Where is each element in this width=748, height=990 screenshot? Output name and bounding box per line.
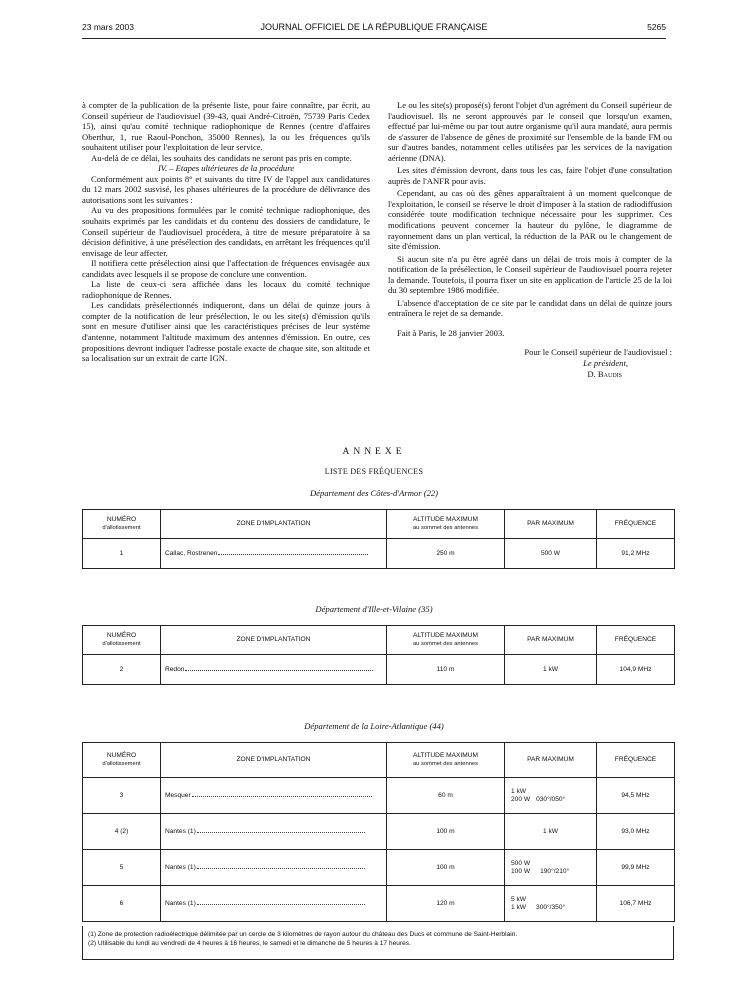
section-title: IV. – Etapes ultérieures de la procédure <box>157 163 295 174</box>
header-date: 23 mars 2003 <box>82 22 134 32</box>
cell-frequency: 99,9 MHz <box>597 850 675 886</box>
cell-num: 2 <box>83 655 161 685</box>
annexe-title: ANNEXE <box>342 447 406 457</box>
paragraph: Les candidats présélectionnés indiqueront, dans un délai de quinze jours à compter de la notification de leur présélection, le ou les site(s) d'émission qu'ils sont en mesure d'utiliser ainsi que les caractéristiques précises de leur système d'antenne, notamment l'altitude maximum des antennes d'émission. En outre, ces propositions devront indiquer l'adresse postale exacte de chaque site, son altitude et sa localisation sur un extrait de carte IGN. <box>82 300 370 364</box>
paragraph: L'absence d'acceptation de ce site par le candidat dans un délai de quinze jours entraînera le rejet de sa demande. <box>388 297 672 319</box>
cell-altitude: 110 m <box>387 655 505 685</box>
table-row <box>83 655 675 685</box>
table-row <box>83 850 675 886</box>
table-row <box>83 539 675 569</box>
header-frequency: FRÉQUENCE <box>597 626 675 655</box>
cell-zone: Nantes (1) <box>161 886 387 922</box>
cell-altitude: 250 m <box>387 539 505 569</box>
paragraph: Conformément aux points 8° et suivants du titre IV de l'appel aux candidatures du 12 mars 2002 susvisé, les phases ultérieures de la procédure de délivrance des autorisations sont les suivantes : <box>82 173 370 205</box>
page-header <box>82 22 666 36</box>
department-title: Département des Côtes-d'Armor (22) <box>309 488 439 498</box>
cell-par: 500 W <box>505 539 597 569</box>
cell-frequency: 94,5 MHz <box>597 778 675 814</box>
header-title: JOURNAL OFFICIEL DE LA RÉPUBLIQUE FRANÇAISE <box>260 22 488 32</box>
department-title: Département de la Loire-Atlantique (44) <box>304 721 444 731</box>
table-header-row <box>83 743 675 778</box>
cell-frequency: 104,9 MHz <box>597 655 675 685</box>
header-zone: ZONE D'IMPLANTATION <box>161 510 387 539</box>
header-zone: ZONE D'IMPLANTATION <box>161 626 387 655</box>
header-par: PAR MAXIMUM <box>505 510 597 539</box>
cell-altitude: 60 m <box>387 778 505 814</box>
annexe-subtitle: LISTE DES FRÉQUENCES <box>324 467 424 476</box>
table-row <box>83 886 675 922</box>
department-title: Département d'Ille-et-Vilaine (35) <box>315 604 433 614</box>
cell-par: 500 W 100 W 190°/210° <box>505 850 597 886</box>
cell-par: 1 kW <box>505 655 597 685</box>
cell-num: 5 <box>83 850 161 886</box>
cell-altitude: 120 m <box>387 886 505 922</box>
cell-zone: Nantes (1) <box>161 814 387 850</box>
cell-par: 5 kW 1 kW 300°/350° <box>505 886 597 922</box>
header-frequency: FRÉQUENCE <box>597 510 675 539</box>
cell-num: 6 <box>83 886 161 922</box>
cell-num: 1 <box>83 539 161 569</box>
header-altitude: ALTITUDE MAXIMUM au sommet des antennes <box>387 626 505 655</box>
cell-zone: Redon <box>161 655 387 685</box>
cell-altitude: 100 m <box>387 850 505 886</box>
paragraph: Si aucun site n'a pu être agréé dans un délai de trois mois à compter de la notification de la présélection, le Conseil supérieur de l'audiovisuel pourra rejeter la demande. Toutefois, il pourra fixer un site en application de l'article 25 de la loi du 30 septembre 1986 modifiée. <box>388 253 672 296</box>
cell-par: 1 kW <box>505 814 597 850</box>
cell-frequency: 106,7 MHz <box>597 886 675 922</box>
paragraph: La liste de ceux-ci sera affichée dans les locaux du comité technique radiophonique de Rennes. <box>82 279 370 300</box>
paragraph: Au-delà de ce délai, les souhaits des candidats ne seront pas pris en compte. <box>91 152 352 163</box>
signature-name: D. Baudis <box>587 368 622 379</box>
header-page-number: 5265 <box>647 22 666 32</box>
cell-altitude: 100 m <box>387 814 505 850</box>
header-num: NUMÉRO d'allotissement <box>83 510 161 539</box>
header-altitude: ALTITUDE MAXIMUM au sommet des antennes <box>387 743 505 778</box>
cell-zone: Callac, Rostrenen <box>161 539 387 569</box>
cell-frequency: 91,2 MHz <box>597 539 675 569</box>
paragraph: Le ou les site(s) proposé(s) feront l'objet d'un agrément du Conseil supérieur de l'audiovisuel. Ils ne seront approuvés par le conseil que lorsqu'un examen, effectué par lui-même ou par tout autre organisme qu'il aura mandaté, aura permis de s'assurer de l'absence de gênes de proximité sur l'ensemble de la bande FM ou sur d'autres bandes, notamment celles utilisées par les services de la navigation aérienne (DNA). <box>388 100 672 163</box>
header-num: NUMÉRO d'allotissement <box>83 626 161 655</box>
header-par: PAR MAXIMUM <box>505 743 597 778</box>
frequency-table <box>82 509 675 569</box>
cell-zone: Nantes (1) <box>161 850 387 886</box>
paragraph: Cependant, au cas où des gênes apparaîtraient à un moment quelconque de l'exploitation, le conseil se réserve le droit d'imposer à la station de radiodiffusion considérée toute modification technique nécessaire pour les supprimer. Ces modifications peuvent concerner la hauteur du pylône, le diagramme de rayonnement dans un plan vertical, la réduction de la PAR ou le changement de site d'émission. <box>388 188 672 252</box>
cell-par: 1 kW 200 W 030°/050° <box>505 778 597 814</box>
cell-num: 4 (2) <box>83 814 161 850</box>
footnote: (2) Utilisable du lundi au vendredi de 4 heures à 16 heures, le samedi et le dimanche de 5 heures à 17 heures. <box>88 940 411 947</box>
frequency-table <box>82 742 675 922</box>
cell-num: 3 <box>83 778 161 814</box>
paragraph: Il notifiera cette présélection ainsi que l'affectation de fréquences envisagée aux candidats avec lesquels il se propose de conclure une convention. <box>82 258 370 279</box>
signature-date: Fait à Paris, le 28 janvier 2003. <box>397 327 505 338</box>
left-column <box>82 100 370 364</box>
paragraph: à compter de la publication de la présente liste, pour faire connaître, par écrit, au Conseil supérieur de l'audiovisuel (39-43, quai André-Citroën, 75739 Paris Cedex 15), ainsi qu'au comité technique radiophonique de Rennes (centre d'affaires Oberthur, 1, rue Raoul-Ponchon, 35000 Rennes), la ou les fréquences qu'ils souhaitent utiliser pour l'exploitation de leur service. <box>82 100 370 153</box>
footnote: (1) Zone de protection radioélectrique délimitée par un cercle de 3 kilomètres de rayon autour du château des Ducs et commune de Saint-Herblain. <box>88 931 518 938</box>
header-frequency: FRÉQUENCE <box>597 743 675 778</box>
paragraph: Les sites d'émission devront, dans tous les cas, faire l'objet d'une consultation auprès de l'ANFR pour avis. <box>388 165 672 186</box>
table-header-row <box>83 626 675 655</box>
header-zone: ZONE D'IMPLANTATION <box>161 743 387 778</box>
header-altitude: ALTITUDE MAXIMUM au sommet des antennes <box>387 510 505 539</box>
cell-frequency: 93,0 MHz <box>597 814 675 850</box>
signature-for: Pour le Conseil supérieur de l'audiovisuel : <box>524 347 672 358</box>
cell-zone: Mesquer <box>161 778 387 814</box>
paragraph: Au vu des propositions formulées par le comité technique radiophonique, des souhaits exprimés par les candidats et du contenu des dossiers de candidature, le Conseil supérieur de l'audiovisuel procédera, à titre de mesure préparatoire à sa décision définitive, à une présélection des candidats, en arrêtant les fréquences qu'il envisage de leur affecter. <box>82 205 370 258</box>
table-header-row <box>83 510 675 539</box>
right-column <box>388 100 672 379</box>
header-par: PAR MAXIMUM <box>505 626 597 655</box>
table-row <box>83 778 675 814</box>
signature-role: Le président, <box>583 358 628 369</box>
header-num: NUMÉRO d'allotissement <box>83 743 161 778</box>
table-row <box>83 814 675 850</box>
header-rule <box>82 38 666 39</box>
frequency-table <box>82 625 675 685</box>
table-footnotes <box>82 926 674 960</box>
